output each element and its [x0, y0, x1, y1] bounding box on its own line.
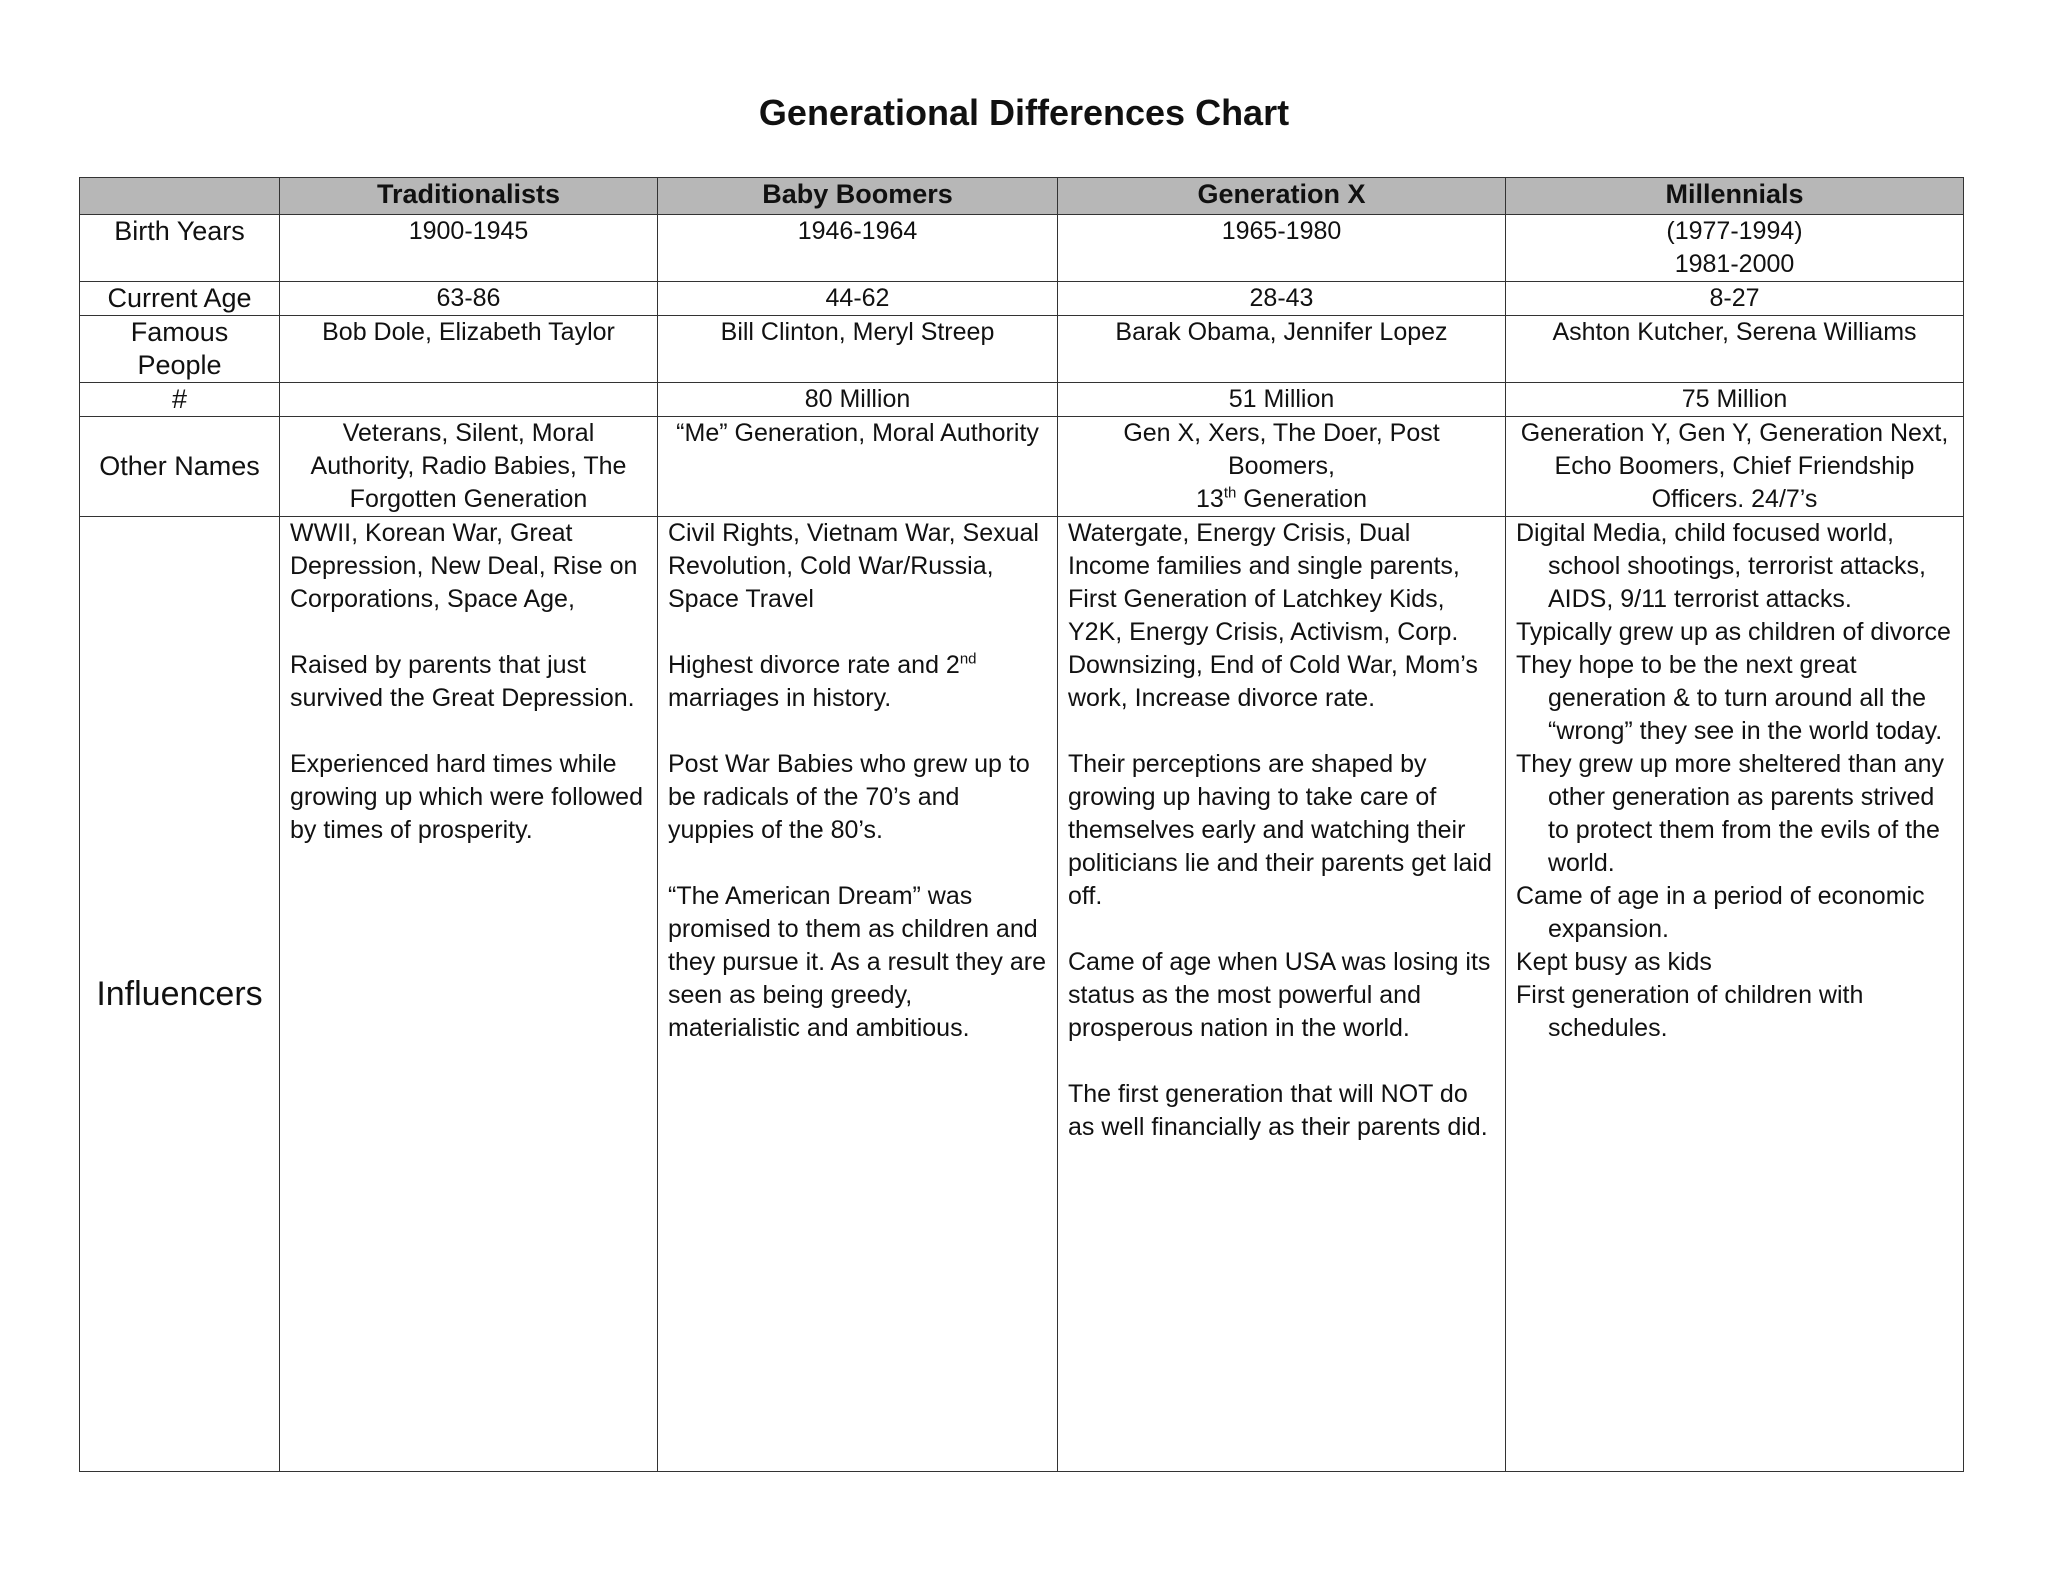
cell	[1506, 517, 1964, 1472]
paragraph: Post War Babies who grew up to be radicals of the 70’s and yuppies of the 80’s.	[668, 750, 1030, 844]
text: marriages in history.	[668, 684, 892, 712]
cell: 1946-1964	[658, 215, 1058, 282]
cell: 63-86	[280, 282, 658, 316]
cell: 1965-1980	[1058, 215, 1506, 282]
cell	[1058, 517, 1506, 1472]
cell: Bill Clinton, Meryl Streep	[658, 316, 1058, 383]
count-label: #	[80, 383, 280, 417]
cell	[1058, 417, 1506, 517]
label-line: Famous	[130, 317, 229, 347]
paragraph: Raised by parents that just survived the Great Depression.	[290, 651, 635, 712]
genx-other-names: Gen X, Xers, The Doer, Post Boomers,	[1123, 419, 1440, 480]
header-millennials: Millennials	[1506, 178, 1964, 215]
header-row	[80, 178, 1964, 215]
paragraph: Came of age when USA was losing its status as the most powerful and prosperous nation in the world.	[1068, 948, 1491, 1042]
other-names-label: Other Names	[80, 417, 280, 517]
paragraph: Civil Rights, Vietnam War, Sexual Revolution, Cold War/Russia, Space Travel	[668, 519, 1039, 613]
cell	[280, 383, 658, 417]
list-item: They grew up more sheltered than any other generation as parents strived to protect them from the evils of the world.	[1516, 750, 1945, 877]
text: Highest divorce rate and 2	[668, 651, 960, 679]
header-generation-x: Generation X	[1058, 178, 1506, 215]
cell: 8-27	[1506, 282, 1964, 316]
list-item: Typically grew up as children of divorce	[1516, 618, 1951, 646]
cell: Bob Dole, Elizabeth Taylor	[280, 316, 658, 383]
corner-cell	[80, 178, 280, 215]
list-item: Digital Media, child focused world, school shootings, terrorist attacks, AIDS, 9/11 terrorist attacks.	[1516, 519, 1926, 613]
cell: 51 Million	[1058, 383, 1506, 417]
cell: 75 Million	[1506, 383, 1964, 417]
birth-years-label: Birth Years	[80, 215, 280, 282]
famous-people-row	[80, 316, 1964, 383]
page-title: Generational Differences Chart	[758, 92, 1290, 133]
header-baby-boomers: Baby Boomers	[658, 178, 1058, 215]
millennials-birth-years: (1977-1994)	[1666, 217, 1803, 245]
paragraph: Watergate, Energy Crisis, Dual Income families and single parents, First Generation of Latchkey Kids, Y2K, Energy Crisis, Activism, Corp. Downsizing, End of Cold War, Mom’s work, Increase divorce rate.	[1068, 519, 1478, 712]
other-names-row	[80, 417, 1964, 517]
paragraph: WWII, Korean War, Great Depression, New Deal, Rise on Corporations, Space Age,	[290, 519, 638, 613]
ordinal-rest: Generation	[1236, 485, 1367, 513]
cell: Barak Obama, Jennifer Lopez	[1058, 316, 1506, 383]
influencers-label: Influencers	[80, 517, 280, 1472]
famous-people-label	[80, 316, 280, 383]
list-item: Kept busy as kids	[1516, 948, 1712, 976]
cell: Ashton Kutcher, Serena Williams	[1506, 316, 1964, 383]
cell: 28-43	[1058, 282, 1506, 316]
paragraph: “The American Dream” was promised to them as children and they pursue it. As a result they are seen as being greedy, materialistic and ambitious.	[668, 882, 1046, 1042]
paragraph: Their perceptions are shaped by growing up having to take care of themselves early and watching their politicians lie and their parents get laid off.	[1068, 750, 1492, 910]
cell: “Me” Generation, Moral Authority	[658, 417, 1058, 517]
generations-table	[79, 177, 1964, 1472]
paragraph: The first generation that will NOT do as well financially as their parents did.	[1068, 1080, 1488, 1141]
cell: 44-62	[658, 282, 1058, 316]
paragraph	[668, 649, 1047, 715]
ordinal-number: 13	[1196, 485, 1224, 513]
genx-other-names-ordinal	[1068, 483, 1495, 516]
header-traditionalists: Traditionalists	[280, 178, 658, 215]
paragraph: Experienced hard times while growing up which were followed by times of prosperity.	[290, 750, 643, 844]
cell: Veterans, Silent, Moral Authority, Radio Babies, The Forgotten Generation	[280, 417, 658, 517]
current-age-row	[80, 282, 1964, 316]
list-item: Came of age in a period of economic expansion.	[1516, 882, 1925, 943]
list-item: They hope to be the next great generation & to turn around all the “wrong” they see in the world today.	[1516, 651, 1943, 745]
birth-years-row	[80, 215, 1964, 282]
list-item: First generation of children with schedules.	[1516, 981, 1864, 1042]
millennials-birth-years-alt: 1981-2000	[1674, 250, 1795, 278]
label-line: People	[137, 350, 222, 380]
current-age-label: Current Age	[80, 282, 280, 316]
ordinal-suffix: th	[1223, 484, 1237, 502]
cell	[280, 517, 658, 1472]
cell: Generation Y, Gen Y, Generation Next, Echo Boomers, Chief Friendship Officers. 24/7’s	[1506, 417, 1964, 517]
influencers-row	[80, 517, 1964, 1472]
count-row	[80, 383, 1964, 417]
cell: 1900-1945	[280, 215, 658, 282]
ordinal-suffix: nd	[959, 650, 977, 668]
cell	[1506, 215, 1964, 282]
cell	[658, 517, 1058, 1472]
cell: 80 Million	[658, 383, 1058, 417]
